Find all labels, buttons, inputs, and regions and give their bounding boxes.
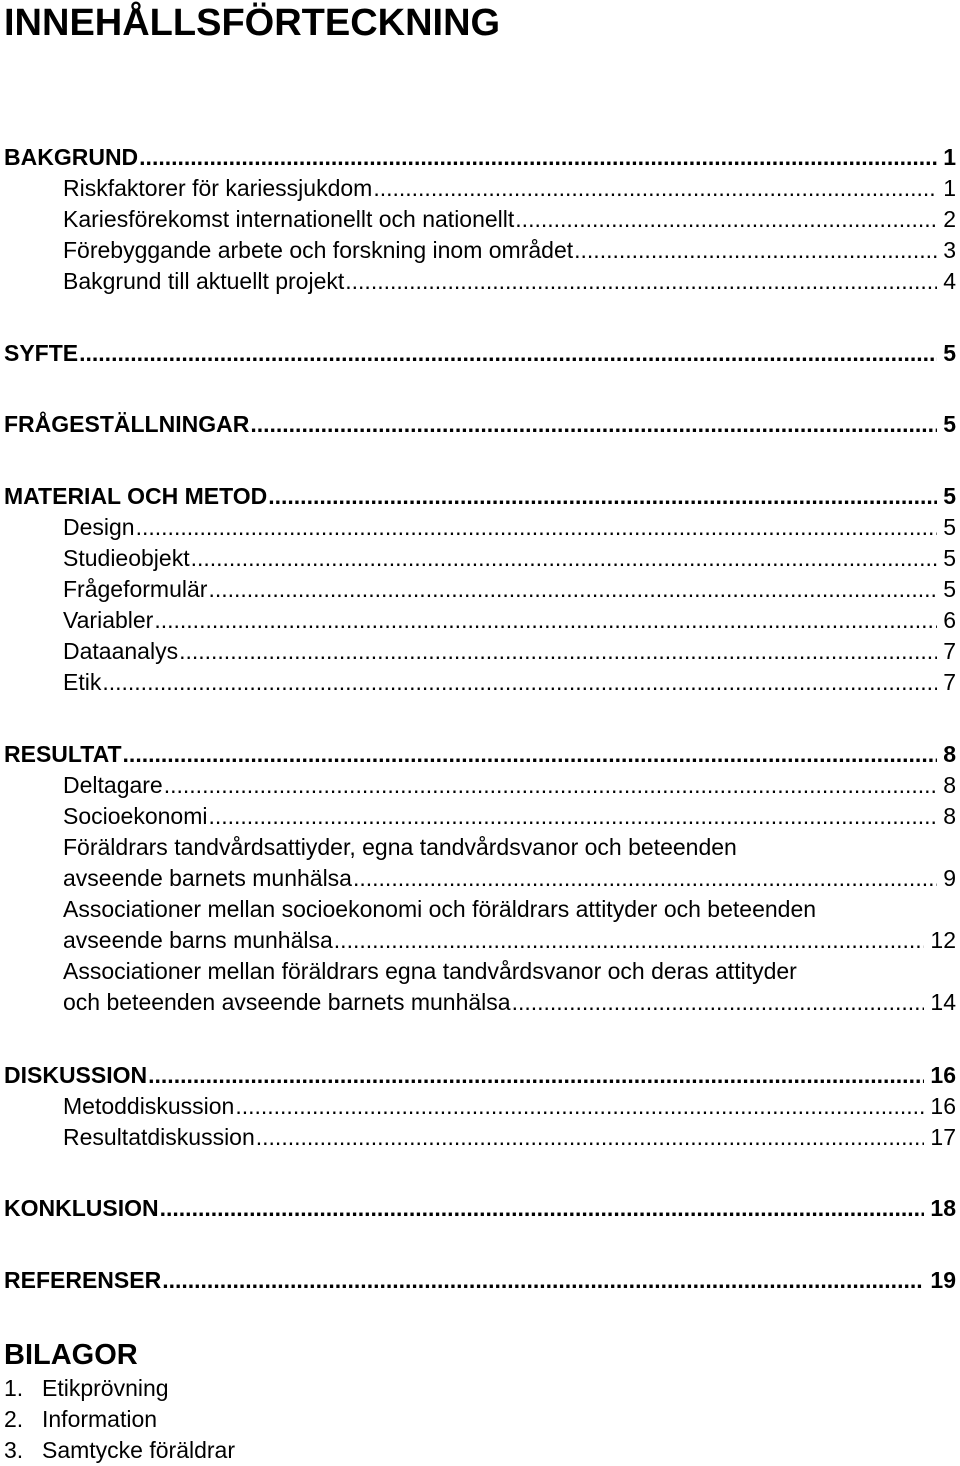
toc-page-number: 3: [943, 237, 956, 263]
toc-section-material-och-metod[interactable]: [0, 481, 960, 512]
appendices-heading: BILAGOR: [4, 1339, 138, 1371]
toc-leader: [179, 636, 937, 667]
toc-leader: [334, 925, 925, 956]
toc-section-syfte[interactable]: [0, 338, 960, 369]
toc-page-number: 16: [930, 1093, 956, 1119]
toc-entry-resultatdiskussion[interactable]: [0, 1122, 960, 1153]
toc-leader: [353, 863, 937, 894]
toc-label: Variabler: [63, 607, 154, 633]
toc-entry-dataanalys[interactable]: [0, 636, 960, 667]
toc-label: Resultatdiskussion: [63, 1124, 255, 1150]
toc-page-number: 7: [943, 669, 956, 695]
appendix-number: 2.: [4, 1406, 24, 1432]
toc-label: MATERIAL OCH METOD: [4, 483, 268, 509]
appendix-label: Samtycke föräldrar: [42, 1437, 236, 1463]
toc-page-number: 17: [930, 1124, 956, 1150]
toc-leader: [515, 204, 937, 235]
toc-label: Deltagare: [63, 772, 163, 798]
toc-leader: [235, 1091, 924, 1122]
toc-label-line1: Associationer mellan föräldrars egna tandvårdsvanor och deras attityder: [63, 958, 797, 984]
toc-entry-metoddiskussion[interactable]: [0, 1091, 960, 1122]
toc-page-number: 5: [943, 340, 956, 366]
toc-entry-associationer-socioekonomi[interactable]: [0, 894, 960, 956]
toc-leader: [160, 1193, 925, 1224]
toc-page-number: 16: [930, 1062, 956, 1088]
toc-leader: [208, 801, 937, 832]
toc-leader: [512, 987, 925, 1018]
toc-leader: [208, 574, 937, 605]
toc-section-diskussion[interactable]: [0, 1060, 960, 1091]
toc-leader: [574, 235, 937, 266]
toc-label: Dataanalys: [63, 638, 179, 664]
toc-leader: [164, 770, 937, 801]
toc-page-number: 7: [943, 638, 956, 664]
toc-label: REFERENSER: [4, 1267, 162, 1293]
toc-leader: [102, 667, 937, 698]
toc-page-number: 1: [943, 144, 956, 170]
toc-entry-etik[interactable]: [0, 667, 960, 698]
toc-page-number: 18: [930, 1195, 956, 1221]
toc-section-referenser[interactable]: [0, 1265, 960, 1296]
toc-label: RESULTAT: [4, 741, 122, 767]
toc-page-number: 6: [943, 607, 956, 633]
toc-label-line1: Associationer mellan socioekonomi och föräldrars attityder och beteenden: [63, 896, 817, 922]
toc-leader: [345, 266, 937, 297]
toc-leader: [373, 173, 937, 204]
toc-label: BAKGRUND: [4, 144, 139, 170]
appendix-number: 1.: [4, 1375, 24, 1401]
toc-leader: [256, 1122, 925, 1153]
toc-label: Socioekonomi: [63, 803, 208, 829]
toc-label: Design: [63, 514, 135, 540]
toc-page-number: 9: [943, 865, 956, 891]
toc-page-number: 5: [943, 545, 956, 571]
toc-page-number: 5: [943, 411, 956, 437]
toc-label: Etik: [63, 669, 102, 695]
toc-label: Riskfaktorer för kariessjukdom: [63, 175, 373, 201]
toc-leader: [162, 1265, 924, 1296]
toc-label: FRÅGESTÄLLNINGAR: [4, 411, 250, 437]
toc-page-number: 1: [943, 175, 956, 201]
toc-page-number: 5: [943, 576, 956, 602]
appendix-item: [4, 1404, 157, 1435]
toc-page-number: 2: [943, 206, 956, 232]
toc-leader: [148, 1060, 924, 1091]
toc-label: Frågeformulär: [63, 576, 208, 602]
toc-section-resultat[interactable]: [0, 739, 960, 770]
toc-entry-bakgrund-projekt[interactable]: [0, 266, 960, 297]
toc-entry-design[interactable]: [0, 512, 960, 543]
toc-label: Metoddiskussion: [63, 1093, 235, 1119]
appendix-number: 3.: [4, 1437, 24, 1463]
toc-page-number: 5: [943, 514, 956, 540]
toc-entry-deltagare[interactable]: [0, 770, 960, 801]
toc-entry-variabler[interactable]: [0, 605, 960, 636]
appendix-item: [4, 1435, 235, 1466]
toc-leader: [79, 338, 937, 369]
toc-page-number: 12: [930, 927, 956, 953]
toc-page-number: 8: [943, 772, 956, 798]
toc-leader: [139, 142, 937, 173]
toc-label: DISKUSSION: [4, 1062, 148, 1088]
page-title: INNEHÅLLSFÖRTECKNING: [4, 2, 501, 44]
toc-page-number: 19: [930, 1267, 956, 1293]
toc-label: Bakgrund till aktuellt projekt: [63, 268, 345, 294]
toc-page-number: 8: [943, 803, 956, 829]
toc-label: Förebyggande arbete och forskning inom området: [63, 237, 574, 263]
toc-label-line1: Föräldrars tandvårdsattiyder, egna tandvårdsvanor och beteenden: [63, 834, 737, 860]
toc-label-line2: avseende barns munhälsa: [63, 927, 333, 953]
toc-label: KONKLUSION: [4, 1195, 159, 1221]
toc-entry-forebyggande[interactable]: [0, 235, 960, 266]
toc-leader: [250, 409, 937, 440]
toc-label-line2: avseende barnets munhälsa: [63, 865, 352, 891]
toc-entry-studieobjekt[interactable]: [0, 543, 960, 574]
toc-leader: [136, 512, 938, 543]
appendix-label: Information: [42, 1406, 158, 1432]
toc-page-number: 5: [943, 483, 956, 509]
toc-entry-associationer-tandvardsvanor[interactable]: [0, 956, 960, 1018]
toc-section-konklusion[interactable]: [0, 1193, 960, 1224]
toc-leader: [268, 481, 937, 512]
toc-entry-frageformular[interactable]: [0, 574, 960, 605]
toc-leader: [123, 739, 938, 770]
toc-section-fragestallningar[interactable]: [0, 409, 960, 440]
toc-label: SYFTE: [4, 340, 79, 366]
toc-page-number: 4: [943, 268, 956, 294]
toc-label: Kariesförekomst internationellt och nationellt: [63, 206, 515, 232]
toc-entry-foraldrars-attityder[interactable]: [0, 832, 960, 894]
appendix-label: Etikprövning: [42, 1375, 169, 1401]
toc-entry-socioekonomi[interactable]: [0, 801, 960, 832]
toc-section-bakgrund[interactable]: [0, 142, 960, 173]
toc-leader: [154, 605, 937, 636]
toc-page-number: 8: [943, 741, 956, 767]
toc-page-number: 14: [930, 989, 956, 1015]
toc-label: Studieobjekt: [63, 545, 190, 571]
toc-label-line2: och beteenden avseende barnets munhälsa: [63, 989, 511, 1015]
toc-entry-riskfaktorer[interactable]: [0, 173, 960, 204]
toc-leader: [191, 543, 938, 574]
appendix-item: [4, 1373, 169, 1404]
toc-entry-kariesforekomst[interactable]: [0, 204, 960, 235]
